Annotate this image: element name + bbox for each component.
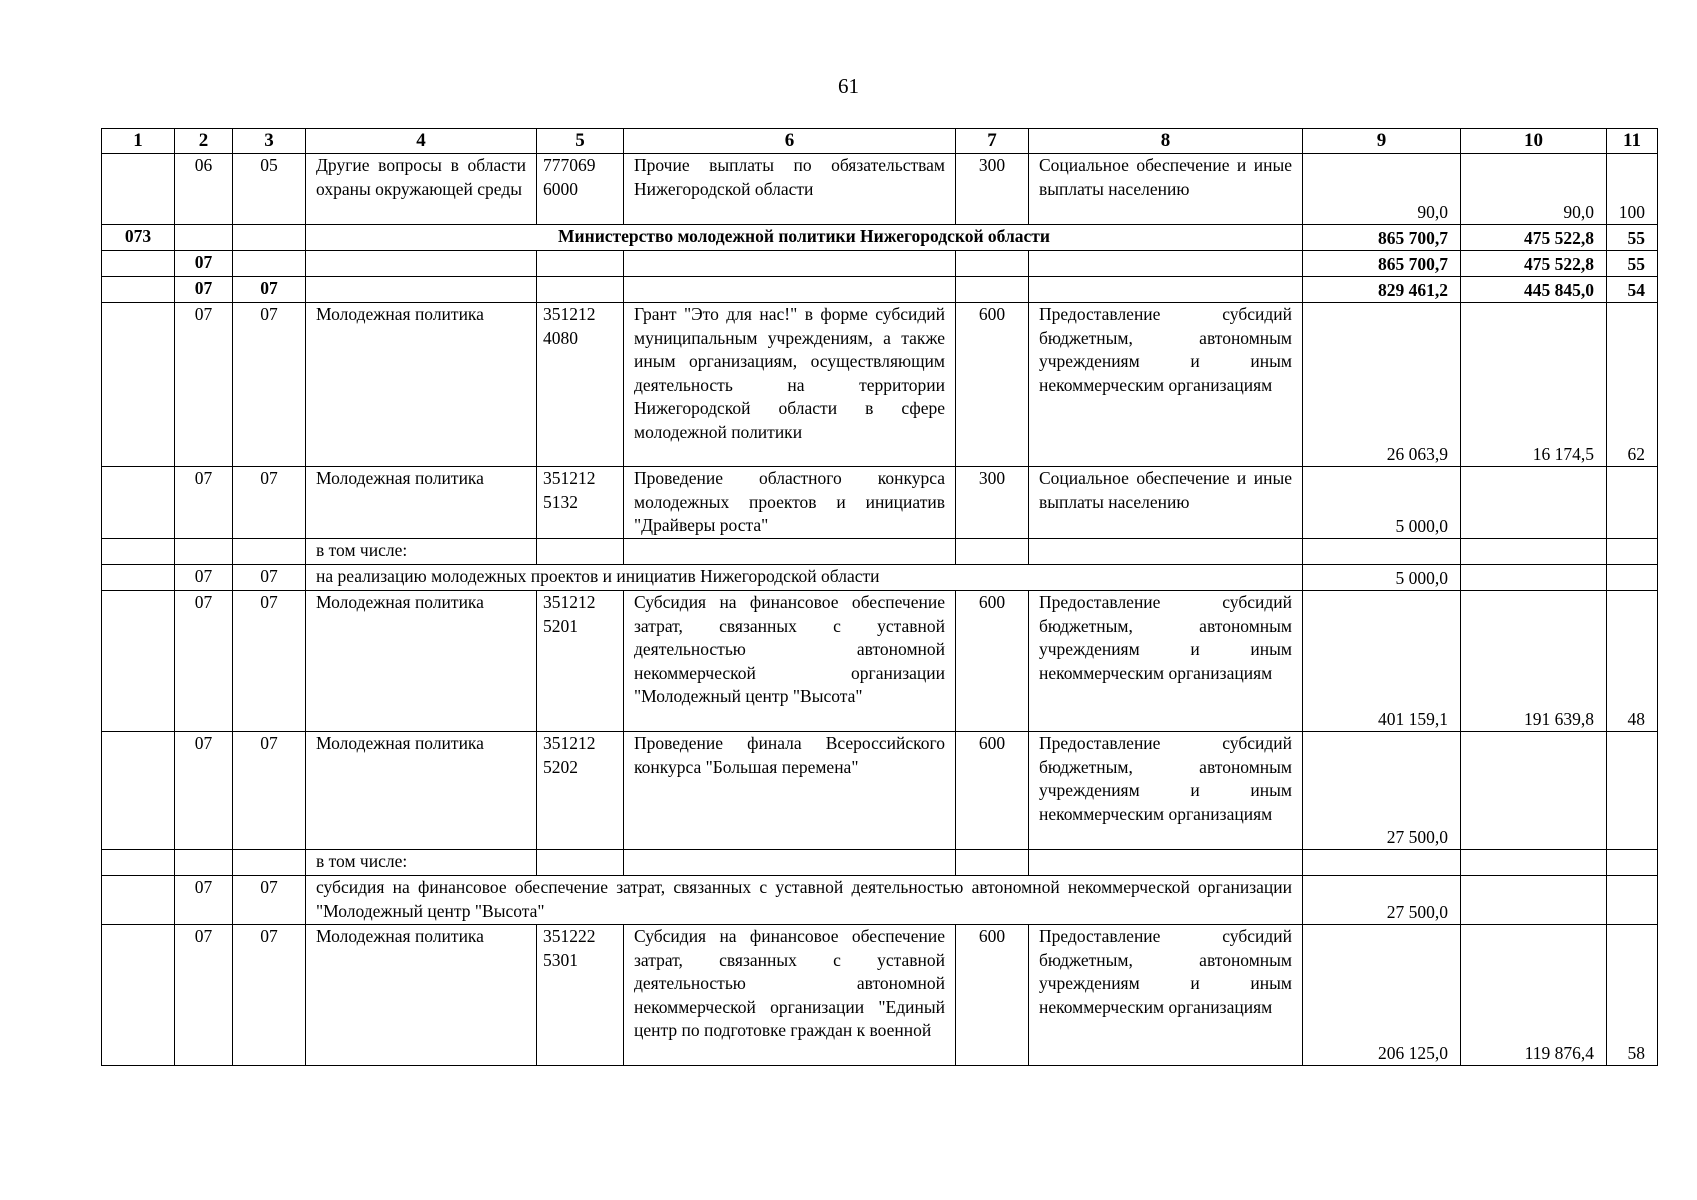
cell-type-code: 600 — [956, 732, 1029, 850]
table-row — [102, 732, 1658, 850]
table-row-subsection — [102, 277, 1658, 303]
cell-expense-name: Проведение областного конкурса молодежных проектов и инициатив "Драйверы роста" — [624, 467, 956, 539]
cell-including-description: субсидия на финансовое обеспечение затрат, связанных с уставной деятельностью автономной некоммерческой организации "Молодежный центр "Высота" — [306, 876, 1303, 925]
cell-including-label: в том числе: — [306, 850, 537, 876]
table-row — [102, 591, 1658, 732]
cell-item: 07 — [233, 467, 306, 539]
table-row-including — [102, 850, 1658, 876]
cell-type-code: 300 — [956, 467, 1029, 539]
column-header: 9 — [1303, 129, 1461, 154]
cell-target-code: 351212 5201 — [537, 591, 624, 732]
cell-type-name: Социальное обеспечение и иные выплаты населению — [1029, 154, 1303, 225]
cell-actual: 90,0 — [1461, 154, 1607, 225]
cell-type-name: Социальное обеспечение и иные выплаты населению — [1029, 467, 1303, 539]
cell-target-code: 777069 6000 — [537, 154, 624, 225]
column-header: 10 — [1461, 129, 1607, 154]
cell-plan: 27 500,0 — [1303, 876, 1461, 925]
cell-type-code: 600 — [956, 303, 1029, 467]
cell-description: Молодежная политика — [306, 467, 537, 539]
cell-item: 07 — [233, 277, 306, 303]
cell-type-name: Предоставление субсидий бюджетным, автономным учреждениям и иным некоммерческим организациям — [1029, 732, 1303, 850]
cell-type-name: Предоставление субсидий бюджетным, автономным учреждениям и иным некоммерческим организациям — [1029, 591, 1303, 732]
column-header: 2 — [175, 129, 233, 154]
cell-description: Другие вопросы в области охраны окружающей среды — [306, 154, 537, 225]
cell-actual: 475 522,8 — [1461, 251, 1607, 277]
cell-type-name: Предоставление субсидий бюджетным, автономным учреждениям и иным некоммерческим организациям — [1029, 925, 1303, 1066]
cell-description: Молодежная политика — [306, 303, 537, 467]
cell-type-code: 600 — [956, 925, 1029, 1066]
column-header: 6 — [624, 129, 956, 154]
cell-type-name: Предоставление субсидий бюджетным, автономным учреждениям и иным некоммерческим организациям — [1029, 303, 1303, 467]
cell-item: 07 — [233, 732, 306, 850]
table-row — [102, 876, 1658, 925]
cell-plan: 865 700,7 — [1303, 225, 1461, 251]
cell-plan: 5 000,0 — [1303, 467, 1461, 539]
cell-expense-name: Грант "Это для нас!" в форме субсидий муниципальным учреждениям, а также иным организациям, осуществляющим деятельность на территории Нижегородской области в сфере молодежной политики — [624, 303, 956, 467]
cell-subsection: 07 — [175, 591, 233, 732]
cell-actual: 191 639,8 — [1461, 591, 1607, 732]
cell-item: 07 — [233, 565, 306, 591]
cell-including-description: на реализацию молодежных проектов и инициатив Нижегородской области — [306, 565, 1303, 591]
cell-actual: 445 845,0 — [1461, 277, 1607, 303]
cell-type-code: 600 — [956, 591, 1029, 732]
cell-subsection: 07 — [175, 277, 233, 303]
cell-plan: 5 000,0 — [1303, 565, 1461, 591]
cell-percent — [1607, 467, 1658, 539]
column-header: 4 — [306, 129, 537, 154]
cell-subsection: 07 — [175, 925, 233, 1066]
cell-description: Молодежная политика — [306, 591, 537, 732]
cell-percent: 62 — [1607, 303, 1658, 467]
cell-item: 07 — [233, 876, 306, 925]
cell-target-code: 351222 5301 — [537, 925, 624, 1066]
cell-expense-name: Субсидия на финансовое обеспечение затрат, связанных с уставной деятельностью автономной некоммерческой организации "Единый центр по подготовке граждан к военной — [624, 925, 956, 1066]
cell-actual: 119 876,4 — [1461, 925, 1607, 1066]
table-row — [102, 303, 1658, 467]
cell-percent: 48 — [1607, 591, 1658, 732]
cell-percent: 55 — [1607, 251, 1658, 277]
cell-plan: 27 500,0 — [1303, 732, 1461, 850]
cell-item: 07 — [233, 591, 306, 732]
table-row — [102, 925, 1658, 1066]
column-header: 5 — [537, 129, 624, 154]
cell-percent: 58 — [1607, 925, 1658, 1066]
cell-subsection: 07 — [175, 565, 233, 591]
budget-table — [101, 128, 1658, 1066]
cell-item: 07 — [233, 303, 306, 467]
cell-subsection: 07 — [175, 876, 233, 925]
table-row — [102, 565, 1658, 591]
cell-subsection: 07 — [175, 303, 233, 467]
table-row-including — [102, 539, 1658, 565]
cell-item: 05 — [233, 154, 306, 225]
cell-percent — [1607, 732, 1658, 850]
column-header: 11 — [1607, 129, 1658, 154]
cell-percent: 54 — [1607, 277, 1658, 303]
table-row — [102, 154, 1658, 225]
cell-actual — [1461, 467, 1607, 539]
cell-subsection: 06 — [175, 154, 233, 225]
cell-expense-name: Проведение финала Всероссийского конкурса "Большая перемена" — [624, 732, 956, 850]
cell-actual — [1461, 732, 1607, 850]
cell-ministry-code: 073 — [102, 225, 175, 251]
table-row-section — [102, 251, 1658, 277]
cell-type-code: 300 — [956, 154, 1029, 225]
cell-including-label: в том числе: — [306, 539, 537, 565]
cell-subsection: 07 — [175, 732, 233, 850]
table-row-ministry — [102, 225, 1658, 251]
cell-expense-name: Прочие выплаты по обязательствам Нижегородской области — [624, 154, 956, 225]
cell-description: Молодежная политика — [306, 925, 537, 1066]
page-number: 61 — [838, 74, 859, 98]
cell-description: Молодежная политика — [306, 732, 537, 850]
cell-target-code: 351212 5202 — [537, 732, 624, 850]
column-header: 3 — [233, 129, 306, 154]
cell-plan: 401 159,1 — [1303, 591, 1461, 732]
table-header-row — [102, 129, 1658, 154]
cell-target-code: 351212 5132 — [537, 467, 624, 539]
column-header: 8 — [1029, 129, 1303, 154]
cell-plan: 26 063,9 — [1303, 303, 1461, 467]
cell-ministry-title: Министерство молодежной политики Нижегородской области — [306, 225, 1303, 251]
cell-percent: 55 — [1607, 225, 1658, 251]
cell-percent: 100 — [1607, 154, 1658, 225]
column-header: 1 — [102, 129, 175, 154]
cell-plan: 865 700,7 — [1303, 251, 1461, 277]
column-header: 7 — [956, 129, 1029, 154]
cell-section — [102, 154, 175, 225]
cell-expense-name: Субсидия на финансовое обеспечение затрат, связанных с уставной деятельностью автономной некоммерческой организации "Молодежный центр "Высота" — [624, 591, 956, 732]
cell-plan: 90,0 — [1303, 154, 1461, 225]
cell-subsection: 07 — [175, 251, 233, 277]
table-row — [102, 467, 1658, 539]
cell-actual: 475 522,8 — [1461, 225, 1607, 251]
cell-item: 07 — [233, 925, 306, 1066]
cell-target-code: 351212 4080 — [537, 303, 624, 467]
cell-actual: 16 174,5 — [1461, 303, 1607, 467]
cell-subsection: 07 — [175, 467, 233, 539]
cell-plan: 829 461,2 — [1303, 277, 1461, 303]
cell-plan: 206 125,0 — [1303, 925, 1461, 1066]
